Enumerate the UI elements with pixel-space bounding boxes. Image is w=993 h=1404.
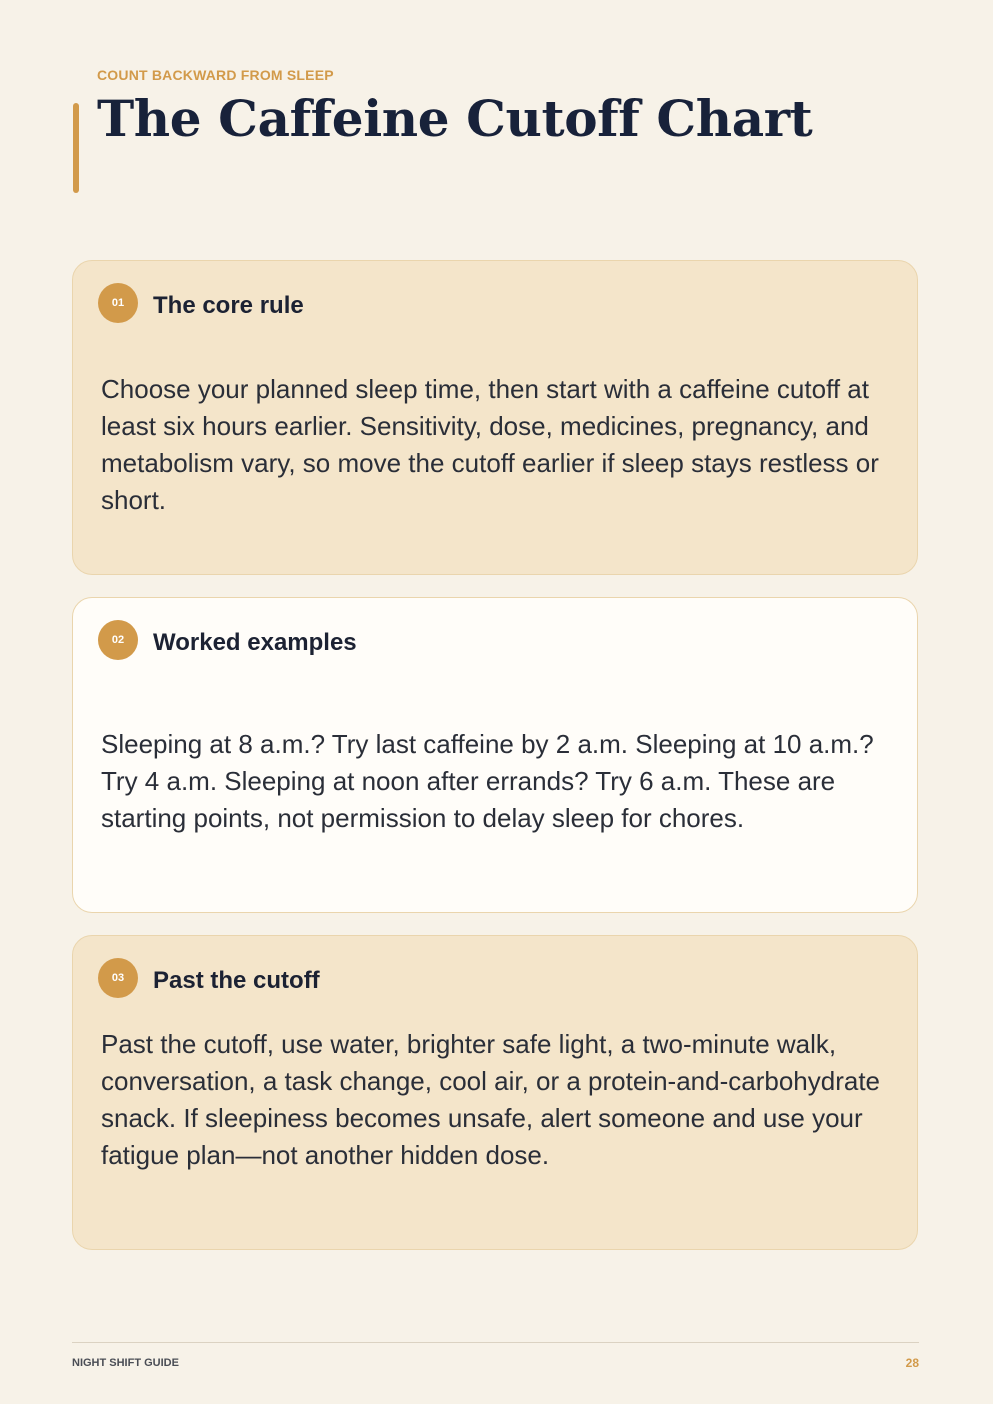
card-worked-examples	[72, 597, 918, 913]
step-badge: 02	[98, 620, 138, 660]
footer-guide-name: NIGHT SHIFT GUIDE	[72, 1357, 179, 1369]
section-eyebrow: COUNT BACKWARD FROM SLEEP	[97, 67, 334, 83]
card-title: The core rule	[153, 292, 304, 319]
card-title: Past the cutoff	[153, 967, 320, 994]
page-number: 28	[905, 1356, 919, 1370]
step-badge: 01	[98, 283, 138, 323]
card-title: Worked examples	[153, 629, 357, 656]
step-badge: 03	[98, 958, 138, 998]
card-body: Sleeping at 8 a.m.? Try last caffeine by 2 a.m. Sleeping at 10 a.m.? Try 4 a.m. Sleeping at noon after errands? Try 6 a.m. These are starting points, not permission to delay sleep for chores.	[101, 729, 874, 833]
card-core-rule	[72, 260, 918, 575]
page-title: The Caffeine Cutoff Chart	[97, 89, 813, 148]
card-past-the-cutoff	[72, 935, 918, 1250]
footer-divider	[72, 1342, 919, 1343]
card-body: Past the cutoff, use water, brighter safe light, a two-minute walk, conversation, a task change, cool air, or a protein-and-carbohydrate snack. If sleepiness becomes unsafe, alert someone and use your fatigue plan—not another hidden dose.	[101, 1029, 881, 1170]
card-body: Choose your planned sleep time, then start with a caffeine cutoff at least six hours earlier. Sensitivity, dose, medicines, pregnancy, and metabolism vary, so move the cutoff earlier if sleep stays restless or short.	[101, 374, 879, 515]
title-accent-bar	[73, 103, 79, 193]
